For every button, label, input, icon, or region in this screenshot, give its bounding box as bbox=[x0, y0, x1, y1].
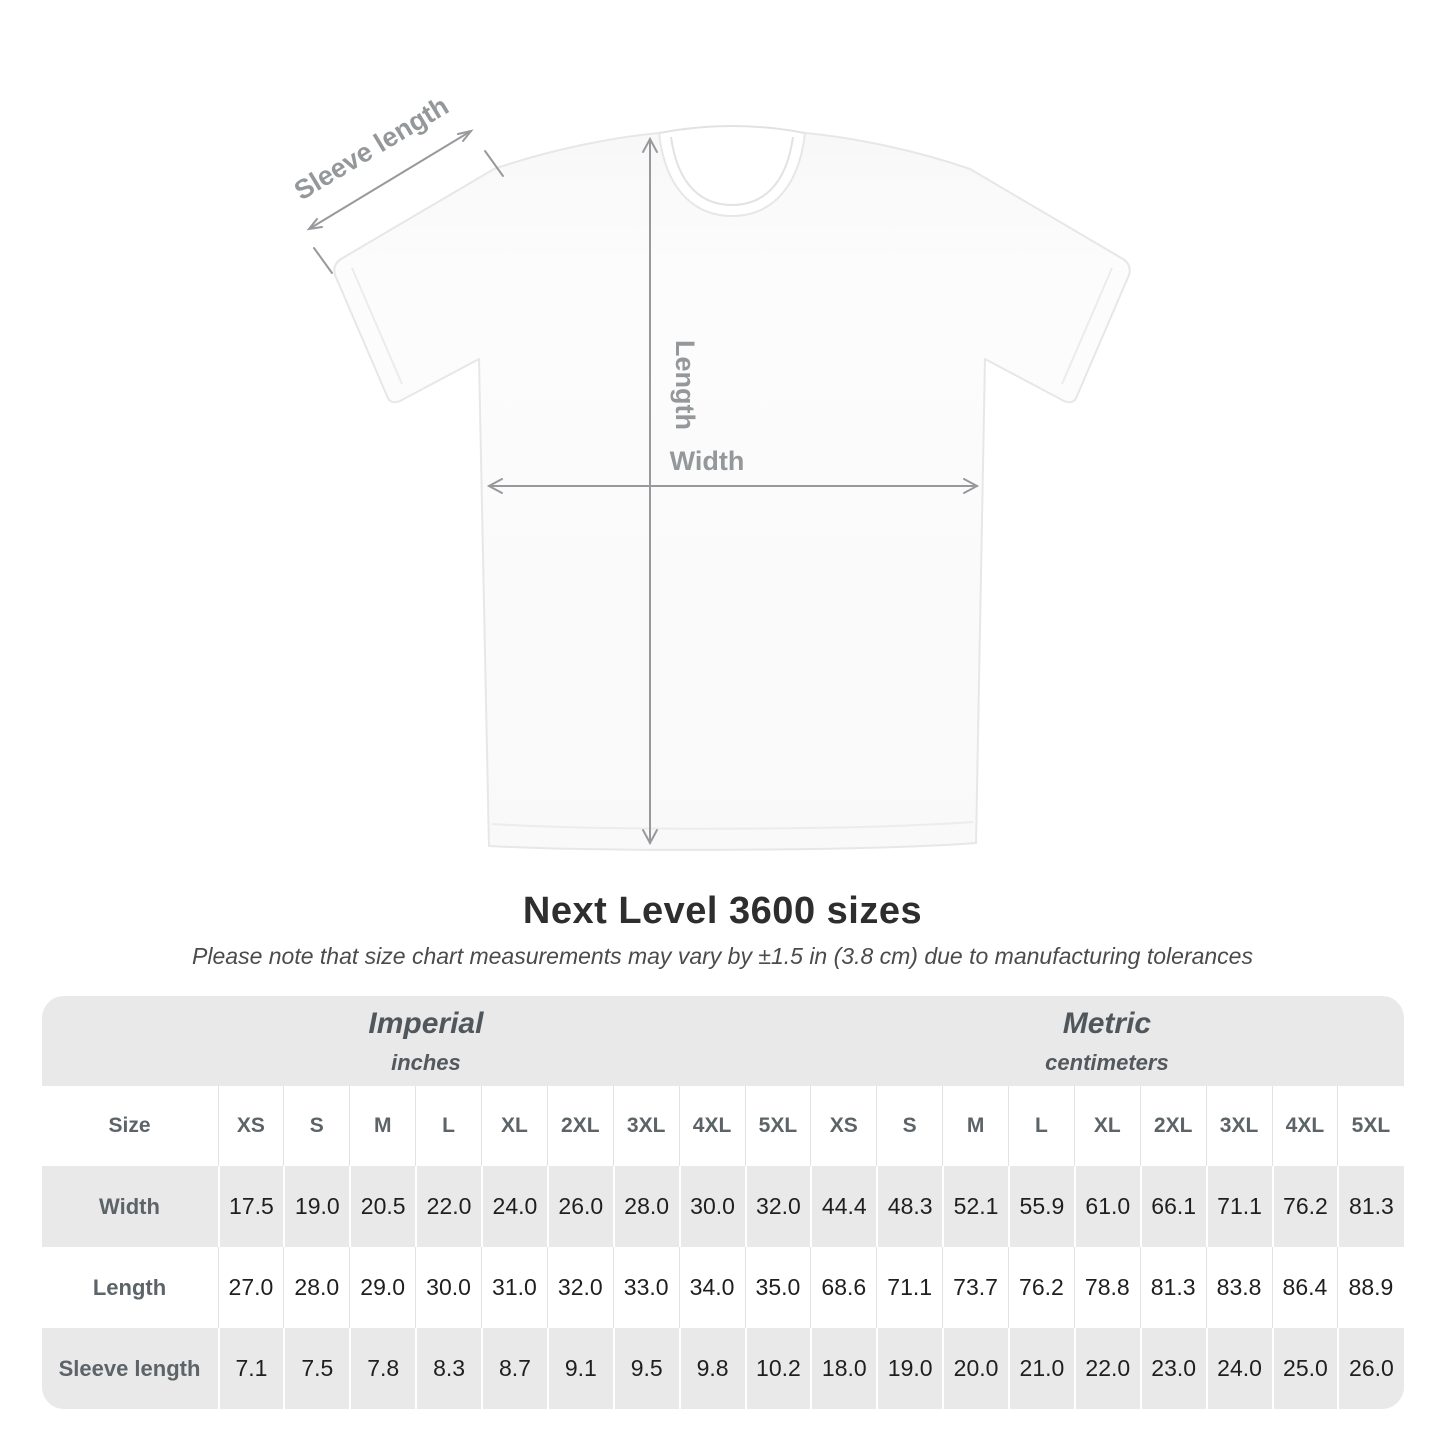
length-imperial-3xl-value: 33.0 bbox=[613, 1247, 679, 1328]
length-metric-l-value: 76.2 bbox=[1008, 1247, 1074, 1328]
size-chart-table bbox=[42, 996, 1404, 1409]
measurement-row-length bbox=[42, 1247, 1404, 1328]
length-metric-5xl-value: 88.9 bbox=[1337, 1247, 1403, 1328]
width-metric-2xl-value: 66.1 bbox=[1140, 1166, 1206, 1247]
length-imperial-m-value: 29.0 bbox=[349, 1247, 415, 1328]
imperial-units: inches bbox=[391, 1049, 461, 1075]
width-label: Width bbox=[669, 446, 745, 476]
sleeve-length-imperial-xs-value: 7.1 bbox=[218, 1328, 284, 1409]
metric-units: centimeters bbox=[1045, 1049, 1169, 1075]
collar-back-line bbox=[659, 126, 805, 133]
length-imperial-4xl-value: 34.0 bbox=[679, 1247, 745, 1328]
headline bbox=[0, 890, 1445, 970]
length-metric-xs-value: 68.6 bbox=[810, 1247, 876, 1328]
unit-header-row bbox=[42, 996, 1404, 1086]
width-imperial-l-value: 22.0 bbox=[415, 1166, 481, 1247]
width-imperial-xl-value: 24.0 bbox=[481, 1166, 547, 1247]
size-col-imperial-s: S bbox=[283, 1086, 349, 1166]
tolerance-note: Please note that size chart measurements may vary by ±1.5 in (3.8 cm) due to manufacturing tolerances bbox=[192, 943, 1253, 969]
length-metric-3xl-value: 83.8 bbox=[1206, 1247, 1272, 1328]
length-imperial-2xl-value: 32.0 bbox=[547, 1247, 613, 1328]
tshirt-illustration bbox=[334, 133, 1130, 850]
sleeve-length-imperial-s-value: 7.5 bbox=[283, 1328, 349, 1409]
length-imperial-xs-value: 27.0 bbox=[218, 1247, 284, 1328]
length-imperial-5xl-value: 35.0 bbox=[745, 1247, 811, 1328]
length-metric-xl-value: 78.8 bbox=[1074, 1247, 1140, 1328]
size-header-label: Size bbox=[42, 1086, 218, 1166]
width-metric-3xl-value: 71.1 bbox=[1206, 1166, 1272, 1247]
size-col-imperial-xs: XS bbox=[218, 1086, 284, 1166]
width-metric-m-value: 52.1 bbox=[942, 1166, 1008, 1247]
width-imperial-m-value: 20.5 bbox=[349, 1166, 415, 1247]
size-col-metric-s: S bbox=[876, 1086, 942, 1166]
size-col-imperial-l: L bbox=[415, 1086, 481, 1166]
size-header-row bbox=[42, 1086, 1404, 1166]
row-label-width: Width bbox=[42, 1166, 218, 1247]
length-metric-2xl-value: 81.3 bbox=[1140, 1247, 1206, 1328]
size-col-metric-m: M bbox=[942, 1086, 1008, 1166]
width-metric-s-value: 48.3 bbox=[876, 1166, 942, 1247]
length-label: Length bbox=[670, 340, 700, 430]
width-metric-xl-value: 61.0 bbox=[1074, 1166, 1140, 1247]
metric-header bbox=[810, 996, 1403, 1086]
sleeve-length-imperial-xl-value: 8.7 bbox=[481, 1328, 547, 1409]
length-metric-s-value: 71.1 bbox=[876, 1247, 942, 1328]
size-col-imperial-3xl: 3XL bbox=[613, 1086, 679, 1166]
sleeve-length-imperial-4xl-value: 9.8 bbox=[679, 1328, 745, 1409]
size-col-metric-3xl: 3XL bbox=[1206, 1086, 1272, 1166]
size-chart-table-wrap bbox=[42, 996, 1404, 1409]
width-metric-xs-value: 44.4 bbox=[810, 1166, 876, 1247]
sleeve-length-imperial-l-value: 8.3 bbox=[415, 1328, 481, 1409]
length-metric-m-value: 73.7 bbox=[942, 1247, 1008, 1328]
size-col-metric-xl: XL bbox=[1074, 1086, 1140, 1166]
sleeve-length-metric-2xl-value: 23.0 bbox=[1140, 1328, 1206, 1409]
sleeve-length-metric-xl-value: 22.0 bbox=[1074, 1328, 1140, 1409]
measurement-row-sleeve-length bbox=[42, 1328, 1404, 1409]
size-col-metric-4xl: 4XL bbox=[1272, 1086, 1338, 1166]
length-metric-4xl-value: 86.4 bbox=[1272, 1247, 1338, 1328]
width-imperial-2xl-value: 26.0 bbox=[547, 1166, 613, 1247]
size-col-metric-5xl: 5XL bbox=[1337, 1086, 1403, 1166]
length-imperial-s-value: 28.0 bbox=[283, 1247, 349, 1328]
width-metric-5xl-value: 81.3 bbox=[1337, 1166, 1403, 1247]
width-imperial-4xl-value: 30.0 bbox=[679, 1166, 745, 1247]
row-label-length: Length bbox=[42, 1247, 218, 1328]
sleeve-length-imperial-2xl-value: 9.1 bbox=[547, 1328, 613, 1409]
row-label-sleeve-length: Sleeve length bbox=[42, 1328, 218, 1409]
width-imperial-xs-value: 17.5 bbox=[218, 1166, 284, 1247]
collar-inner-line bbox=[671, 137, 793, 205]
measurement-row-width bbox=[42, 1166, 1404, 1247]
size-col-imperial-xl: XL bbox=[481, 1086, 547, 1166]
size-col-imperial-2xl: 2XL bbox=[547, 1086, 613, 1166]
sleeve-length-metric-4xl-value: 25.0 bbox=[1272, 1328, 1338, 1409]
sleeve-length-imperial-m-value: 7.8 bbox=[349, 1328, 415, 1409]
length-imperial-l-value: 30.0 bbox=[415, 1247, 481, 1328]
sleeve-length-imperial-3xl-value: 9.5 bbox=[613, 1328, 679, 1409]
sleeve-length-imperial-5xl-value: 10.2 bbox=[745, 1328, 811, 1409]
size-col-metric-l: L bbox=[1008, 1086, 1074, 1166]
sleeve-length-metric-s-value: 19.0 bbox=[876, 1328, 942, 1409]
width-imperial-5xl-value: 32.0 bbox=[745, 1166, 811, 1247]
metric-title: Metric bbox=[1062, 1006, 1152, 1040]
width-metric-4xl-value: 76.2 bbox=[1272, 1166, 1338, 1247]
size-col-imperial-4xl: 4XL bbox=[679, 1086, 745, 1166]
width-imperial-3xl-value: 28.0 bbox=[613, 1166, 679, 1247]
imperial-title: Imperial bbox=[368, 1006, 484, 1040]
sleeve-length-metric-l-value: 21.0 bbox=[1008, 1328, 1074, 1409]
sleeve-length-label: Sleeve length bbox=[289, 90, 454, 206]
page-title: Next Level 3600 sizes bbox=[522, 890, 923, 932]
size-col-metric-2xl: 2XL bbox=[1140, 1086, 1206, 1166]
width-metric-l-value: 55.9 bbox=[1008, 1166, 1074, 1247]
sleeve-length-metric-m-value: 20.0 bbox=[942, 1328, 1008, 1409]
sleeve-length-metric-3xl-value: 24.0 bbox=[1206, 1328, 1272, 1409]
width-imperial-s-value: 19.0 bbox=[283, 1166, 349, 1247]
sleeve-length-metric-xs-value: 18.0 bbox=[810, 1328, 876, 1409]
length-imperial-xl-value: 31.0 bbox=[481, 1247, 547, 1328]
size-col-metric-xs: XS bbox=[810, 1086, 876, 1166]
sleeve-length-metric-5xl-value: 26.0 bbox=[1337, 1328, 1403, 1409]
size-col-imperial-5xl: 5XL bbox=[745, 1086, 811, 1166]
size-col-imperial-m: M bbox=[349, 1086, 415, 1166]
imperial-header bbox=[42, 996, 811, 1086]
